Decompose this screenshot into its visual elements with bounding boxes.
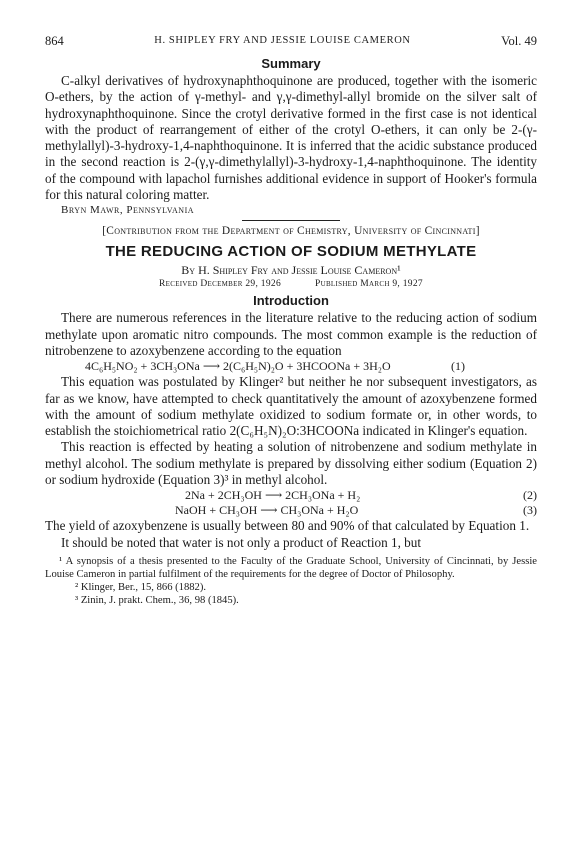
volume-label: Vol. 49	[501, 34, 537, 48]
equation-1-number: (1)	[451, 359, 465, 374]
running-title: H. SHIPLEY FRY AND JESSIE LOUISE CAMERON	[154, 35, 411, 46]
footnote-1: ¹ A synopsis of a thesis presented to the Faculty of the Graduate School, University of Cincinnati, by Jessie Louise Cameron in partial fulfilment of the requirements for the degree of Doctor of Philosophy.	[45, 555, 537, 580]
author-byline: By H. Shipley Fry and Jessie Louise Cameron¹	[181, 263, 401, 278]
published-date: Published March 9, 1927	[315, 279, 423, 290]
equation-2	[45, 488, 537, 503]
intro-paragraph-1: There are numerous references in the literature relative to the reducing action of sodium methylate upon aromatic nitro compounds. The most common example is the reduction of nitrobenzene to azoxybenzene according to the equation	[45, 310, 537, 358]
introduction-heading: Introduction	[253, 293, 329, 309]
running-header	[45, 30, 537, 52]
summary-heading: Summary	[261, 56, 321, 71]
article-title: THE REDUCING ACTION OF SODIUM METHYLATE	[105, 243, 477, 261]
intro-paragraph-3: This reaction is effected by heating a solution of nitrobenzene and sodium methylate in methyl alcohol. The sodium methylate is prepared by dissolving either sodium (Equation 2) or sodium hydroxide (Equation 3)³ in methyl alcohol.	[45, 439, 537, 488]
journal-page	[45, 30, 537, 607]
equation-1	[45, 359, 537, 374]
equation-3-number: (3)	[523, 503, 537, 518]
contribution-line: [Contribution from the Department of Chemistry, University of Cincinnati]	[102, 225, 480, 238]
section-divider	[242, 220, 340, 221]
summary-text: C-alkyl derivatives of hydroxynaphthoquinone are produced, together with the isomeric O-ethers, by the action of γ-methyl- and γ,γ-dimethyl-allyl bromide on the silver salt of hydroxynaphthoquinone. Since the crotyl derivative formed in the first case is not identical with the product of rearrangement of either of the crotyl O-ethers, it can only be 2-(γ-methylallyl)-3-hydroxy-1,4-naphthoquinone. It is inferred that the acidic substance produced in the second reaction is 2-(γ,γ-dimethylallyl)-3-hydroxy-1,4-naphthoquinone. The identity of the compound with lapachol furnishes additional evidence in support of Hooker's formula for this natural coloring matter.	[45, 73, 537, 203]
equation-3	[45, 503, 537, 518]
footnote-2: ² Klinger, Ber., 15, 866 (1882).	[75, 581, 207, 593]
summary-location: Bryn Mawr, Pennsylvania	[61, 204, 195, 217]
equation-2-number: (2)	[523, 488, 537, 503]
equation-2-text: 2Na + 2CH₃OH ⟶ 2CH₃ONa + H₂	[185, 488, 361, 503]
intro-paragraph-2: This equation was postulated by Klinger² but neither he nor subsequent investigators, as far as we know, have attempted to check quantitatively the amount of azoxybenzene formed with the amount of sodium methylate oxidized to sodium formate or, in other words, to establish the stoichiometrical ratio 2(C₆H₅N)₂O:3HCOONa indicated in Klinger's equation.	[45, 374, 537, 439]
intro-paragraph-4: The yield of azoxybenzene is usually between 80 and 90% of that calculated by Equation 1.	[45, 518, 530, 534]
article-dates	[45, 279, 537, 289]
page-number: 864	[45, 34, 64, 48]
equation-3-text: NaOH + CH₃OH ⟶ CH₃ONa + H₂O	[175, 503, 359, 518]
intro-paragraph-5: It should be noted that water is not only a product of Reaction 1, but	[61, 534, 422, 550]
equation-1-text: 4C₆H₅NO₂ + 3CH₃ONa ⟶ 2(C₆H₅N)₂O + 3HCOONa + 3H₂O	[85, 359, 391, 374]
received-date: Received December 29, 1926	[159, 279, 282, 290]
footnote-3: ³ Zinin, J. prakt. Chem., 36, 98 (1845).	[75, 594, 239, 606]
